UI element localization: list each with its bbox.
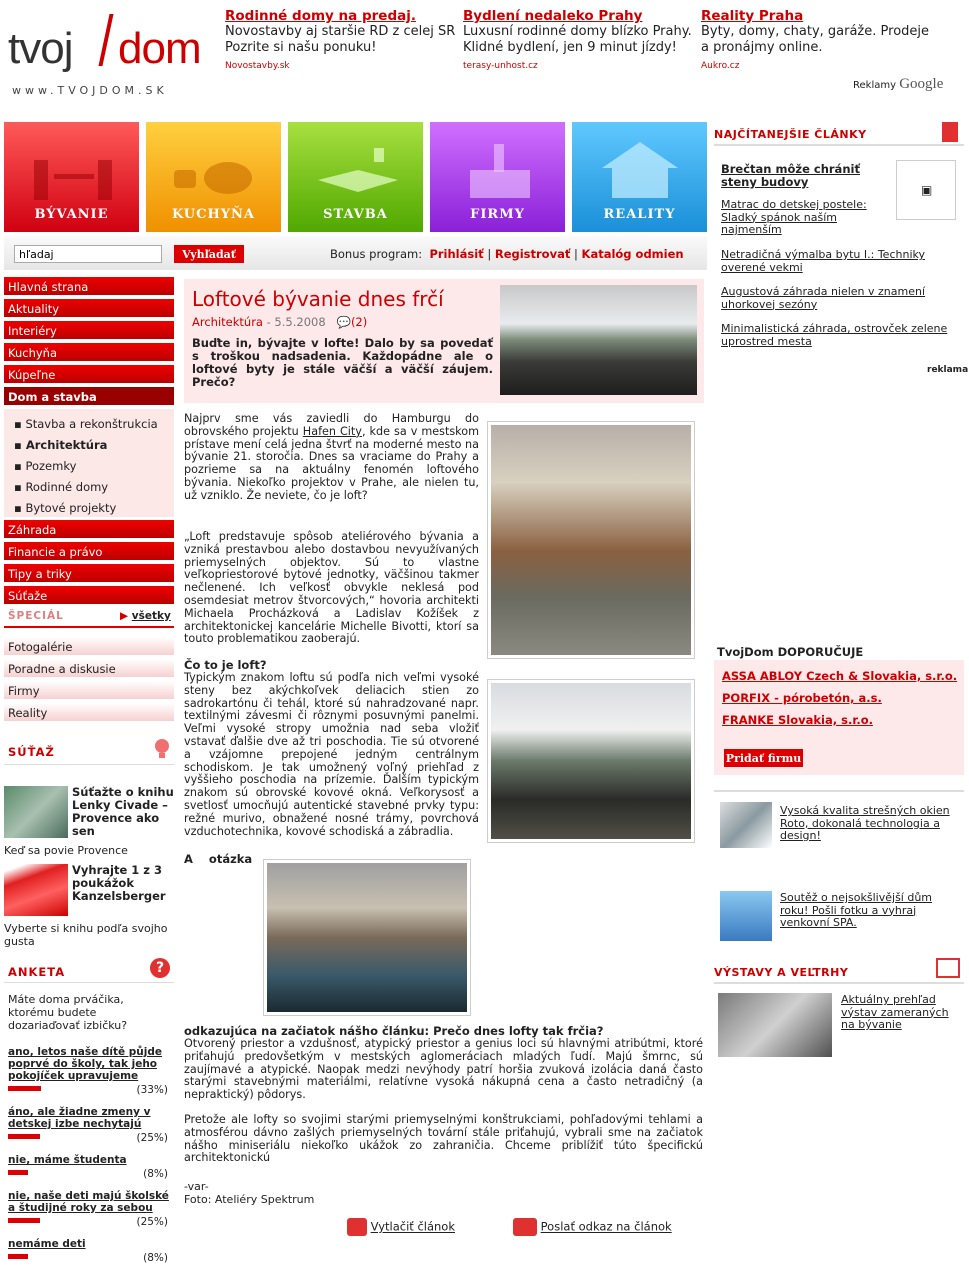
photo-loft-livingroom [491,425,691,655]
article-subheading-1: Čo to je loft? [184,658,267,672]
nav-item-sutaze[interactable]: Súťaže [4,586,174,606]
send-article-link[interactable]: Poslať odkaz na článok [540,1219,672,1234]
category-byvanie-label: BÝVANIE [34,207,109,222]
poll-answer[interactable] [8,1190,174,1230]
text-span: otázka [208,852,253,866]
lightbulb-icon [154,738,170,760]
nav-item-interiery[interactable]: Interiéry [4,321,174,341]
poll-bar [8,1218,40,1223]
text-span: Najprv sme vás zaviedli do Hamburgu do obrovského projektu [184,412,479,438]
most-read-item[interactable]: Netradičná výmalba bytu I.: Techniky overené vekmi [721,248,925,274]
document-icon [942,122,958,142]
poll-bar [8,1134,40,1139]
reklama-label: reklama [927,365,969,375]
divider [4,626,174,628]
contest-2-desc: Vyberte si knihu podľa svojho gusta [4,922,168,948]
subnav-item-active[interactable]: ▪ Architektúra [14,438,108,452]
lead-photo-loft-interior[interactable] [500,285,697,395]
nav-item-financie[interactable]: Financie a právo [4,542,174,562]
poll-percent: (25%) [136,1216,168,1228]
text-span: DOPORUČUJE [773,645,864,659]
ad-2-url[interactable]: terasy-unhost.cz [463,61,538,71]
subnav-label: Bytové projekty [25,501,117,515]
article-date: - 5.5.2008 [262,315,326,329]
poll-answer[interactable] [8,1154,174,1184]
nav-item-tipy[interactable]: Tipy a triky [4,564,174,584]
subnav [4,409,174,517]
ad-2-title[interactable]: Bydlení nedaleko Prahy [463,8,643,24]
google-logo: Google [899,76,944,92]
subnav-item[interactable]: ▪ Stavba a rekonštrukcia [14,417,158,431]
special-all[interactable] [120,610,171,622]
article-title: Loftové bývanie dnes frčí [192,287,444,311]
category-stavba[interactable] [288,122,423,232]
nav-item-fotogalerie[interactable]: Fotogalérie [4,637,174,657]
article-signature: -var- [184,1180,209,1193]
subnav-item[interactable]: ▪ Rodinné domy [14,480,109,494]
ad-1-line2: Pozrite si našu ponuku! [225,40,377,55]
nav-item-kuchyna[interactable]: Kuchyňa [4,343,174,363]
nav-item-kupelne[interactable]: Kúpeľne [4,365,174,385]
article-paragraph-3: Typickým znakom loftu sú podľa nich veľmi vysoké steny bez akýchkoľvek deliacich stien zo sadrokartónu či tehál, ktoré sú nahradzované napr. textilnými závesmi či rôznymi posuvnými panelmi. Veľmi vysoké stropy umožnia nad seba vložiť vstavať ďalšie dve až tri poschodia. Tie sú otvorené a vzájomne prepojené jedným centrálnym schodiskom. Je tak umožnený voľný priehľad z vyššieho poschodia na prízemie. Ďalším typickým znakom sú obrovské kovové okná. Veľkorysosť a svetlosť umocňujú autentické stavebné prvky typu: režné murivo, obnažené nosné trámy, povrchová vzduchotechnika, kovové schodiská a zábradlia. [184,671,479,838]
article-perex: Buďte in, bývajte v lofte! Dalo by sa povedať s troškou nadsadenia. Každopádne ale o loftové byty je stále väčší a väčší záujem. Prečo? [192,336,493,389]
photo-loft-dining [491,683,691,839]
poll-percent: (8%) [143,1168,168,1180]
logo-url: www.TVOJDOM.SK [12,84,168,97]
divider [4,982,174,983]
divider [714,790,964,792]
nav-item-zahrada[interactable]: Záhrada [4,520,174,540]
contest-book-image[interactable] [4,786,68,838]
search-button[interactable]: Vyhľadať [174,245,244,263]
ad-2-line1: Luxusní rodinné domy blízko Prahy. [463,24,692,39]
comment-count[interactable]: (2) [350,315,368,329]
ad-2[interactable] [463,8,695,74]
poll-bar [8,1170,28,1175]
subnav-label: Architektúra [25,438,108,452]
category-reality-label: REALITY [603,207,676,222]
broken-image-icon: ▣ [921,183,933,197]
category-kuchyna-label: KUCHYŇA [171,207,256,222]
ad-3-url[interactable]: Aukro.cz [701,61,740,71]
most-read-heading: NAJČÍTANEJŠIE ČLÁNKY [714,128,964,146]
special-label: ŠPECIÁL [8,610,64,622]
article-paragraph-2: „Loft predstavuje spôsob ateliérového bývania a vzniká prestavbou alebo dostavbou nevyužívaných priemyselných objektov. Sú to vlastne veľkopriestorové bytové jednotky, väčšinou takmer nečlenené. Ich veľkosť obvykle neklesá pod osemdesiat metrov štvorcových,“ hovoria architekti Michaela Procházková a Ladislav Kožíšek z architektonickej kancelárie Michelle Bivotti, ktorí sa touto problematikou zaoberajú. [184,530,479,646]
send-article[interactable] [513,1218,672,1236]
firm-link[interactable]: ASSA ABLOY Czech & Slovakia, s.r.o. [722,669,958,683]
most-read-item[interactable]: Augustová záhrada nielen v znamení uhorkovej sezóny [721,285,926,311]
promo-roto-link[interactable]: Vysoká kvalita strešných okien Roto, dokonalá technologia a design! [780,804,950,843]
special-all-link[interactable]: všetky [131,610,171,622]
bonus-program [330,247,684,261]
ad-1-line1: Novostavby aj staršie RD z celej SR [225,24,456,39]
subnav-label: Rodinné domy [25,480,109,494]
article-photo-3[interactable] [263,859,471,1016]
most-read-item[interactable]: Matrac do detskej postele: Sladký spánok naším najmenším [721,198,867,237]
factory-icon [450,140,545,200]
nav-item-firmy[interactable]: Firmy [4,681,174,701]
subnav-label: Pozemky [25,459,77,473]
divider [4,764,174,765]
nav-item-poradne[interactable]: Poradne a diskusie [4,659,174,679]
category-firmy-label: FIRMY [470,207,525,222]
add-firm-button[interactable]: Pridať firmu [724,749,803,767]
category-byvanie[interactable] [4,122,139,232]
poll-answer-text[interactable]: nemáme deti [8,1238,86,1250]
text-span: TvojDom [717,645,774,659]
picture-icon [936,958,960,978]
logo-text-left: tvoj [8,24,73,73]
article-photo-credit: Foto: Ateliéry Spektrum [184,1193,315,1206]
poll-percent: (33%) [136,1084,168,1096]
most-read-item[interactable]: Minimalistická záhrada, ostrovček zelene uprostred mesta [721,322,948,348]
most-read-thumb[interactable] [896,160,956,220]
hafen-city-link[interactable]: Hafen City [302,424,362,438]
contest-1-desc: Keď sa povie Provence [4,844,128,857]
bonus-label: Bonus program: [330,247,423,261]
poll-percent: (25%) [136,1132,168,1144]
ad-3-title[interactable]: Reality Praha [701,8,804,24]
site-logo[interactable] [8,10,213,100]
category-reality[interactable] [572,122,707,232]
firm-link[interactable]: FRANKE Slovakia, s.r.o. [722,713,873,727]
photo-loft-bedroom [267,863,467,1012]
subnav-label: Stavba a rekonštrukcia [25,417,158,431]
article-subheading-a [184,852,252,866]
ad-1-title[interactable]: Rodinné domy na predaj. [225,8,416,24]
ad-3-line1: Byty, domy, chaty, garáže. Prodeje [701,24,930,39]
comment-icon[interactable]: 💬 [336,315,351,329]
text-span: A [184,852,193,866]
ad-3-line2: a pronájmy online. [701,40,823,55]
contest-2-link[interactable]: Vyhrajte 1 z 3 poukážok Kanzelsberger [72,863,166,903]
poll-answer[interactable] [8,1106,174,1146]
poll-bar [8,1086,41,1091]
login-link[interactable]: Prihlásiť [429,247,484,261]
article-category-link[interactable]: Architektúra [192,315,263,329]
firm-link[interactable]: PORFIX - pórobetón, a.s. [722,691,882,705]
spacer [714,660,964,668]
contest-voucher-image[interactable] [4,864,68,916]
print-article[interactable] [347,1218,455,1236]
separator: | [574,247,578,261]
recommends-heading [717,645,863,659]
logo-slash [98,14,113,66]
fairs-heading: VÝSTAVY A VEĽTRHY [714,966,964,984]
logo-text-right: dom [118,24,201,73]
google-ads-label[interactable] [853,76,943,93]
poll-answer-text[interactable]: nie, máme študenta [8,1154,127,1166]
contest-heading: SÚŤAŽ [8,745,55,759]
house-icon [592,140,687,200]
fairs-link[interactable]: Aktuálny prehľad výstav zameraných na bývanie [841,993,949,1032]
poll-answer-text[interactable]: ano, letos naše dítě půjde poprvé do školy, tak jeho pokojíček upravujeme [8,1046,163,1082]
nav-item-hlavna-strana[interactable]: Hlavná strana [4,277,174,297]
catalog-link[interactable]: Katalóg odmien [581,247,684,261]
house-contest-image[interactable] [720,891,772,941]
ad-1-url[interactable]: Novostavby.sk [225,61,290,71]
poll-answer-text[interactable]: áno, ale žiadne zmeny v detskej izbe nechytajú [8,1106,151,1130]
nav-item-aktuality[interactable]: Aktuality [4,299,174,319]
poll-answer[interactable] [8,1238,174,1266]
poll-percent: (8%) [143,1252,168,1264]
most-read-first[interactable]: Brečtan môže chrániť steny budovy [721,162,860,189]
ad-3[interactable] [701,8,933,74]
search-bar [4,236,707,270]
category-stavba-label: STAVBA [323,207,388,222]
question-icon: ? [150,958,170,978]
article-meta [192,315,367,329]
article-paragraph-5: Pretože ale lofty so svojimi starými priemyselnými konštrukciami, pohľadovými tehlami a atmosférou dávno zašlých priemyselných tovární stále priťahujú, vybrali sme na začiatok nášho miniseriálu niekoľko ukážok zo zahraničia. Chceme priblížiť túto špecifickú architektonickú [184,1113,703,1165]
google-ads-prefix: Reklamy [853,80,897,91]
roto-window-image[interactable] [720,802,772,848]
subnav-item[interactable]: ▪ Pozemky [14,459,77,473]
contest-1-link[interactable]: Súťažte o knihu Lenky Civade – Provence ako sen [72,785,174,838]
print-article-link[interactable]: Vytlačiť článok [370,1219,456,1234]
printer-icon [347,1218,367,1236]
ad-2-line2: Klidné bydlení, jen 9 minut jízdy! [463,40,677,55]
register-link[interactable]: Registrovať [494,247,571,261]
promo-house-link[interactable]: Soutěž o nejsokšlivější dům roku! Pošli fotku a vyhraj venkovní SPA. [780,891,933,930]
nav-item-dom-a-stavba[interactable]: Dom a stavba [4,387,174,407]
category-firmy[interactable] [430,122,565,232]
article-paragraph-4: Otvorený priestor a vzdušnosť, atypický priestor a genius loci sú hlavnými atribútmi, ktoré priťahujú predovšetkým v mestských aglomeráciach mladých ľudí. Majú šmrnc, sú zaujímavé a atypické. Naopak medzi nevýhody patrí horšia zvuková izolácia daná často starými stavebnými materiálmi, relatívne vysoká nákupná cena a často netradičný (a nepraktický) pôdorys. [184,1037,703,1102]
fairs-image[interactable] [718,993,832,1057]
poll-answer[interactable] [8,1046,174,1096]
teapot-icon [166,140,261,200]
article-paragraph-1 [184,413,479,503]
poll-answer-text[interactable]: nie, naše deti majú školské a študijné roky za sebou [8,1190,169,1214]
bricks-icon [308,140,403,200]
search-input[interactable] [14,245,162,263]
furniture-icon [24,140,119,200]
ad-1[interactable] [225,8,457,74]
article-photo-1[interactable] [487,421,695,659]
subnav-item[interactable]: ▪ Bytové projekty [14,501,117,515]
separator: | [487,247,492,261]
poll-bar [8,1254,28,1259]
article-subheading-2: odkazujúca na začiatok nášho článku: Prečo dnes lofty tak frčia? [184,1024,604,1038]
nav-item-reality[interactable]: Reality [4,703,174,723]
article-photo-2[interactable] [487,679,695,843]
envelope-icon [513,1218,537,1236]
poll-question: Máte doma prváčika, ktorému budete dozariaďovať izbičku? [8,993,128,1032]
arrow-right-icon: ▶ [120,610,129,622]
poll-heading: ANKETA [8,965,66,979]
category-kuchyna[interactable] [146,122,281,232]
text-span: , kde sa v mestskom prístave mení celá jedna štvrť na moderné mesto na bývanie 21. storočia. Dnes sa vraciame do Prahy a pozrieme sa na aktuálny fenomén loftového bývania. Niekoľko projektov v Prahe, ale nielen tu, už vzniklo. Že neviete, čo je loft? [184,424,479,502]
